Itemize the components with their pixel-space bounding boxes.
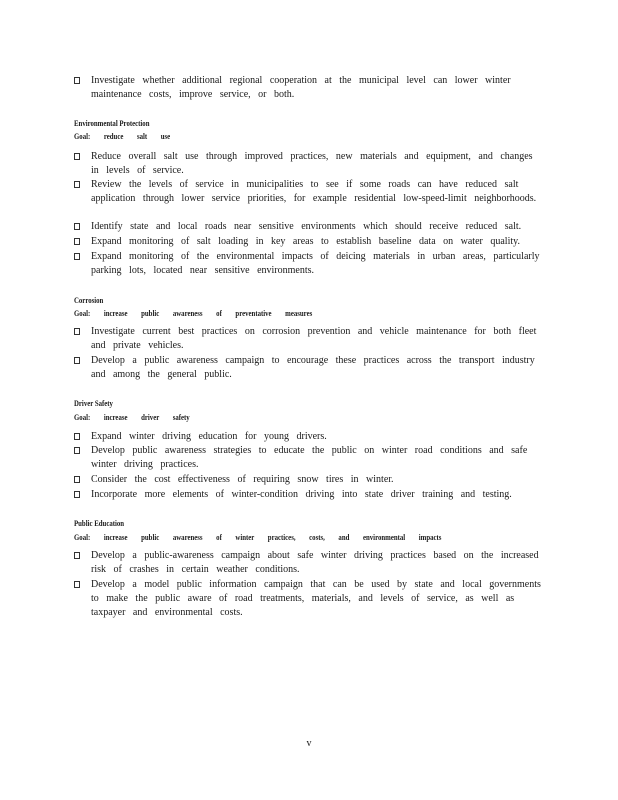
section-goal-corrosion: Goal: increase public awareness of preventative measures [74, 309, 313, 318]
section-goal-driver-safety: Goal: increase driver safety [74, 413, 190, 422]
list-item: Develop a public awareness campaign to encourage these practices across the transport industry and among the general public. [74, 354, 544, 382]
list-item: Incorporate more elements of winter-condition driving into state driver training and testing. [74, 488, 544, 502]
bullet-box-icon [74, 153, 80, 160]
bullet-box-icon [74, 581, 80, 588]
section-goal-public-education: Goal: increase public awareness of winter practices, costs, and environmental impacts [74, 533, 442, 542]
list-item: Investigate current best practices on corrosion prevention and vehicle maintenance for both fleet and private vehicles. [74, 325, 544, 353]
section-heading-driver-safety: Driver Safety [74, 399, 113, 408]
bullet-box-icon [74, 491, 80, 498]
bullet-box-icon [74, 238, 80, 245]
intro-bullet: Investigate whether additional regional cooperation at the municipal level can lower winter maintenance costs, improve service, or both. [74, 74, 544, 102]
list-item: Develop a model public information campaign that can be used by state and local governments to make the public aware of road treatments, materials, and levels of service, as well as taxpayer and environmental costs. [74, 578, 544, 620]
list-item: Expand winter driving education for young drivers. [74, 430, 544, 444]
bullet-box-icon [74, 77, 80, 84]
section-heading-corrosion: Corrosion [74, 296, 104, 305]
list-item: Develop public awareness strategies to educate the public on winter road conditions and safe winter driving practices. [74, 444, 544, 472]
list-item: Expand monitoring of the environmental impacts of deicing materials in urban areas, particularly parking lots, located near sensitive environments. [74, 250, 544, 278]
list-item: Develop a public-awareness campaign about safe winter driving practices based on the increased risk of crashes in certain weather conditions. [74, 549, 544, 577]
bullet-box-icon [74, 552, 80, 559]
list-item: Identify state and local roads near sensitive environments which should receive reduced salt. [74, 220, 544, 234]
bullet-box-icon [74, 476, 80, 483]
bullet-box-icon [74, 181, 80, 188]
section-goal-environmental-protection: Goal: reduce salt use [74, 132, 171, 141]
page-number: v [306, 738, 312, 749]
list-item: Consider the cost effectiveness of requiring snow tires in winter. [74, 473, 544, 487]
section-heading-public-education: Public Education [74, 519, 125, 528]
bullet-box-icon [74, 433, 80, 440]
list-item: Expand monitoring of salt loading in key areas to establish baseline data on water quality. [74, 235, 544, 249]
list-item: Review the levels of service in municipalities to see if some roads can have reduced salt application through lower service priorities, for example residential low-speed-limit neighborhoods. [74, 178, 544, 206]
bullet-box-icon [74, 223, 80, 230]
bullet-box-icon [74, 447, 80, 454]
bullet-box-icon [74, 253, 80, 260]
bullet-box-icon [74, 357, 80, 364]
section-heading-environmental-protection: Environmental Protection [74, 119, 150, 128]
list-item: Reduce overall salt use through improved practices, new materials and equipment, and changes in levels of service. [74, 150, 544, 178]
bullet-box-icon [74, 328, 80, 335]
